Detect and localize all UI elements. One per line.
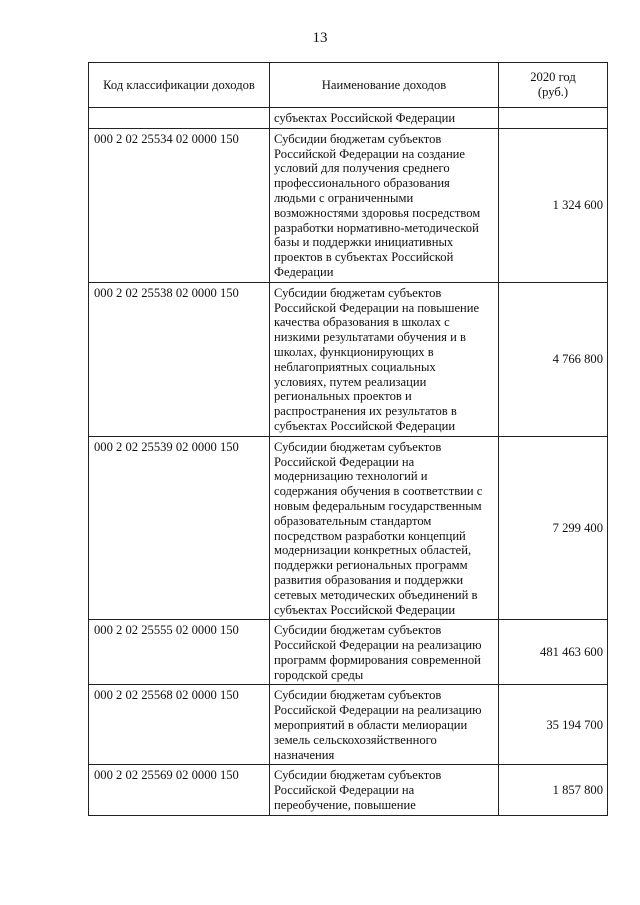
revenue-name-line: модернизацию технологий и: [274, 469, 428, 484]
revenue-name-line: земель сельскохозяйственного: [274, 732, 437, 747]
revenue-name-line: Субсидии бюджетам субъектов: [274, 623, 442, 638]
revenue-name-cell: [270, 282, 499, 436]
table-row: [89, 128, 608, 282]
revenue-code-cell: 000 2 02 25539 02 0000 150: [89, 436, 270, 620]
header-amount-unit: (руб.): [537, 85, 569, 99]
revenue-name-line: разработки нормативно-методической: [274, 220, 479, 235]
table-row: [89, 436, 608, 620]
revenue-name-line: Российской Федерации на: [274, 783, 415, 798]
revenue-name-line: распространения их результатов в: [274, 404, 457, 419]
header-amount-year: 2020 год: [530, 70, 576, 85]
revenue-name-line: сетевых методических объединений в: [274, 587, 478, 602]
revenue-name-line: Федерации: [274, 264, 334, 279]
revenue-name-line: школах, функционирующих в: [274, 344, 434, 359]
revenue-name-line: качества образования в школах с: [274, 315, 450, 330]
revenue-name-line: низкими результатами обучения и в: [274, 330, 466, 345]
revenue-name-line: Российской Федерации на реализацию: [274, 638, 482, 653]
revenue-name-line: мероприятий в области мелиорации: [274, 718, 468, 733]
revenue-name-line: образовательным стандартом: [274, 513, 432, 528]
revenue-name-line: возможностями здоровья посредством: [274, 205, 481, 220]
page-number: 13: [312, 30, 328, 46]
table-row: [89, 620, 608, 685]
revenue-name-line: содержания обучения в соответствии с: [274, 484, 483, 499]
revenue-name-line: модернизации конкретных областей,: [274, 543, 472, 558]
revenue-name-line: базы и поддержки инициативных: [274, 235, 454, 250]
revenue-name-line: Субсидии бюджетам субъектов: [274, 768, 442, 783]
header-name: Наименование доходов: [270, 63, 499, 108]
revenue-name-cell: [270, 620, 499, 685]
revenue-name-line: программ формирования современной: [274, 652, 481, 667]
revenue-name-line: Субсидии бюджетам субъектов: [274, 688, 442, 703]
revenue-code-cell: [89, 108, 270, 129]
table-row: [89, 108, 608, 129]
revenue-name-line: поддержки региональных программ: [274, 558, 468, 573]
revenue-name-line: профессионального образования: [274, 176, 450, 191]
revenue-name-cell: [270, 685, 499, 765]
revenue-name-line: Российской Федерации на создание: [274, 146, 466, 161]
amount-cell: 481 463 600: [499, 620, 608, 685]
revenue-name-line: региональных проектов и: [274, 389, 412, 404]
revenue-name-line: людьми с ограниченными: [274, 190, 414, 205]
revenue-name-cell: [270, 128, 499, 282]
revenue-name-line: субъектах Российской Федерации: [274, 418, 456, 433]
amount-cell: 1 324 600: [499, 128, 608, 282]
revenue-code-cell: 000 2 02 25568 02 0000 150: [89, 685, 270, 765]
revenue-table: [88, 62, 608, 816]
table-header-row: [89, 63, 608, 108]
amount-cell: 35 194 700: [499, 685, 608, 765]
table-row: [89, 765, 608, 815]
revenue-name-line: Российской Федерации на: [274, 454, 415, 469]
revenue-name-cell: [270, 765, 499, 815]
revenue-name-line: назначения: [274, 747, 335, 762]
revenue-name-line: Субсидии бюджетам субъектов: [274, 131, 442, 146]
revenue-name-line: посредством разработки концепций: [274, 528, 466, 543]
table-row: [89, 685, 608, 765]
amount-cell: 7 299 400: [499, 436, 608, 620]
revenue-name-line: Российской Федерации на реализацию: [274, 703, 482, 718]
revenue-name-line: субъектах Российской Федерации: [274, 602, 456, 617]
header-code: Код классификации доходов: [89, 63, 270, 108]
revenue-name-line: неблагоприятных социальных: [274, 359, 436, 374]
header-amount: [499, 63, 608, 108]
table-row: [89, 282, 608, 436]
revenue-code-cell: 000 2 02 25555 02 0000 150: [89, 620, 270, 685]
revenue-name-line: Субсидии бюджетам субъектов: [274, 285, 442, 300]
revenue-name-line: новым федеральным государственным: [274, 498, 482, 513]
revenue-name-cell: [270, 108, 499, 129]
revenue-name-cell: [270, 436, 499, 620]
revenue-code-cell: 000 2 02 25569 02 0000 150: [89, 765, 270, 815]
revenue-name-line: условиях, путем реализации: [274, 374, 427, 389]
table-body: [89, 108, 608, 816]
amount-cell: [499, 108, 608, 129]
revenue-name-line: Субсидии бюджетам субъектов: [274, 439, 442, 454]
amount-cell: 1 857 800: [499, 765, 608, 815]
revenue-code-cell: 000 2 02 25534 02 0000 150: [89, 128, 270, 282]
revenue-name-line: проектов в субъектах Российской: [274, 250, 454, 265]
revenue-name-line: Российской Федерации на повышение: [274, 300, 480, 315]
revenue-name-line: субъектах Российской Федерации: [274, 111, 456, 125]
revenue-name-line: условий для получения среднего: [274, 161, 450, 176]
revenue-name-line: развития образования и поддержки: [274, 572, 464, 587]
revenue-code-cell: 000 2 02 25538 02 0000 150: [89, 282, 270, 436]
revenue-name-line: городской среды: [274, 667, 364, 682]
revenue-name-line: переобучение, повышение: [274, 798, 416, 813]
amount-cell: 4 766 800: [499, 282, 608, 436]
